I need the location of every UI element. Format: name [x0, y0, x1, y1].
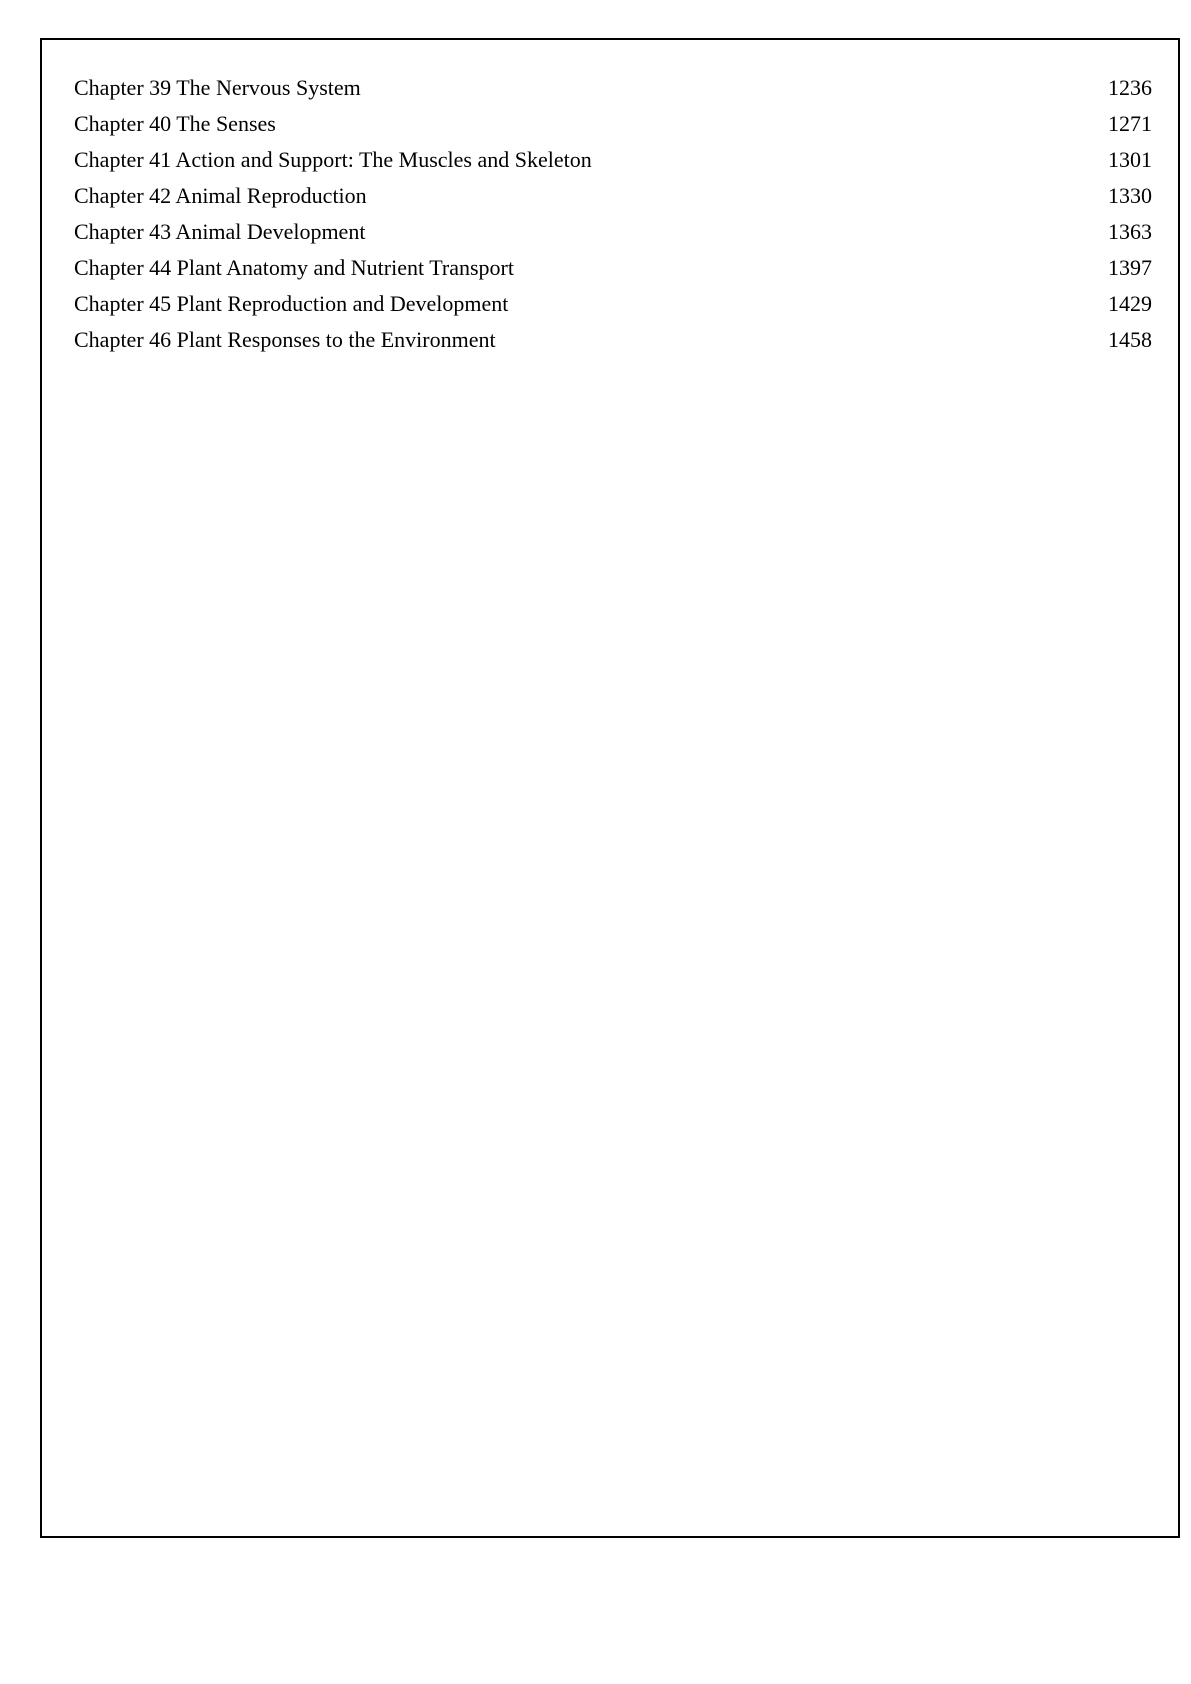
toc-entry-page: 1363 [1108, 219, 1152, 244]
toc-entry-title: Chapter 44 Plant Anatomy and Nutrient Transport [74, 255, 514, 280]
toc-entry [74, 214, 1152, 250]
toc-entry [74, 250, 1152, 286]
toc-entry-title: Chapter 40 The Senses [74, 111, 276, 136]
toc-entry [74, 178, 1152, 214]
toc-entry-page: 1271 [1108, 111, 1152, 136]
page-border [40, 38, 1180, 1538]
toc-entry-title: Chapter 46 Plant Responses to the Environment [74, 327, 496, 352]
toc-entry [74, 106, 1152, 142]
toc-entry-page: 1458 [1108, 327, 1152, 352]
toc-entry-title: Chapter 43 Animal Development [74, 219, 366, 244]
toc-entry-title: Chapter 45 Plant Reproduction and Development [74, 291, 509, 316]
toc-entry [74, 142, 1152, 178]
toc-entry [74, 286, 1152, 322]
toc-entry-title: Chapter 42 Animal Reproduction [74, 183, 367, 208]
toc-entry [74, 70, 1152, 106]
toc-entry-page: 1397 [1108, 255, 1152, 280]
toc-entry-title: Chapter 39 The Nervous System [74, 75, 361, 100]
toc-entry [74, 322, 1152, 358]
toc-entry-page: 1301 [1108, 147, 1152, 172]
toc-entry-title: Chapter 41 Action and Support: The Muscles and Skeleton [74, 147, 592, 172]
toc-entry-page: 1236 [1108, 75, 1152, 100]
toc-entry-page: 1429 [1108, 291, 1152, 316]
table-of-contents [74, 70, 1152, 358]
toc-entry-page: 1330 [1108, 183, 1152, 208]
